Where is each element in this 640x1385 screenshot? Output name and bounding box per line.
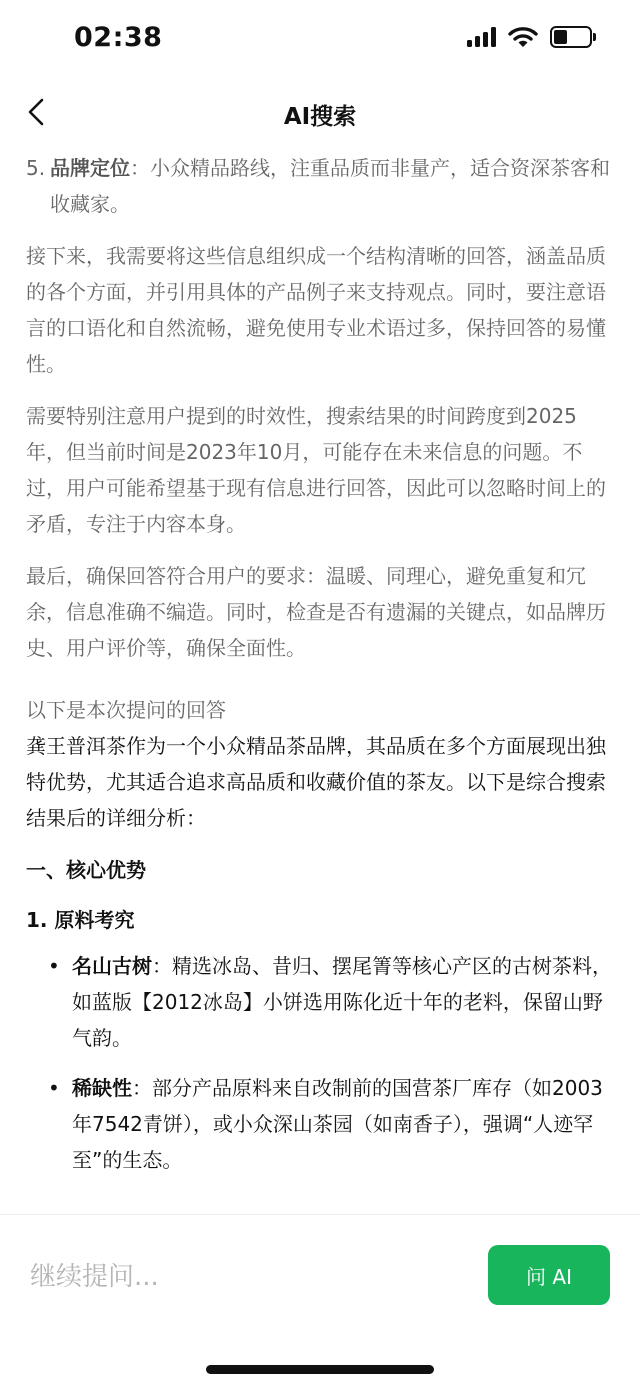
chat-content[interactable] (0, 150, 640, 1212)
list-item-text (72, 948, 614, 1056)
status-bar (0, 0, 640, 78)
bullet-dot-icon: • (48, 1076, 60, 1100)
list-item (26, 1070, 614, 1178)
list-item (26, 948, 614, 1056)
thinking-item-body (50, 150, 614, 222)
answer-subsection-title: 1. 原料考究 (26, 908, 135, 932)
answer-body (26, 728, 614, 1178)
thinking-item-text: ：小众精品路线，注重品质而非量产，适合资深茶客和收藏家。 (50, 156, 610, 216)
list-item-term: 稀缺性 (72, 1076, 132, 1100)
wifi-icon (508, 26, 538, 48)
thinking-item-term: 品牌定位 (50, 156, 130, 180)
page-title: AI搜索 (283, 104, 357, 130)
thinking-item-number: 5. (26, 156, 46, 180)
bullet-dot-icon: • (48, 954, 60, 978)
battery-icon (550, 26, 592, 48)
battery-level (554, 30, 567, 44)
status-icons (467, 26, 592, 48)
follow-up-input[interactable] (30, 1255, 450, 1299)
list-item-text (72, 1070, 614, 1178)
ask-ai-button[interactable]: 问 AI (488, 1245, 610, 1305)
answer-section-title: 一、核心优势 (26, 858, 146, 882)
thinking-process (26, 150, 614, 666)
bottom-bar (0, 1214, 640, 1385)
nav-bar (0, 78, 640, 148)
home-indicator (206, 1365, 434, 1374)
list-item-desc: ：精选冰岛、昔归、摆尾箐等核心产区的古树茶料，如蓝版【2012冰岛】小饼选用陈化近十年的老料，保留山野气韵。 (72, 954, 612, 1050)
list-item-desc: ：部分产品原料来自改制前的国营茶厂库存（如2003年7542青饼），或小众深山茶园（如南香子），强调“人迹罕至”的生态。 (72, 1076, 603, 1172)
cellular-signal-icon (467, 27, 496, 47)
list-item-term: 名山古树 (72, 954, 152, 978)
thinking-paragraph: 最后，确保回答符合用户的要求：温暖、同理心，避免重复和冗余，信息准确不编造。同时，检查是否有遗漏的关键点，如品牌历史、用户评价等，确保全面性。 (26, 564, 606, 660)
thinking-paragraph: 需要特别注意用户提到的时效性，搜索结果的时间跨度到2025年，但当前时间是2023年10月，可能存在未来信息的问题。不过，用户可能希望基于现有信息进行回答，因此可以忽略时间上的矛盾，专注于内容本身。 (26, 404, 606, 536)
status-time: 02:38 (74, 22, 163, 53)
answer-heading: 以下是本次提问的回答 (26, 698, 226, 722)
answer-intro: 龚王普洱茶作为一个小众精品茶品牌，其品质在多个方面展现出独特优势，尤其适合追求高品质和收藏价值的茶友。以下是综合搜索结果后的详细分析： (26, 734, 606, 830)
thinking-item-5 (26, 150, 614, 222)
thinking-paragraph: 接下来，我需要将这些信息组织成一个结构清晰的回答，涵盖品质的各个方面，并引用具体的产品例子来支持观点。同时，要注意语言的口语化和自然流畅，避免使用专业术语过多，保持回答的易懂性。 (26, 244, 606, 376)
